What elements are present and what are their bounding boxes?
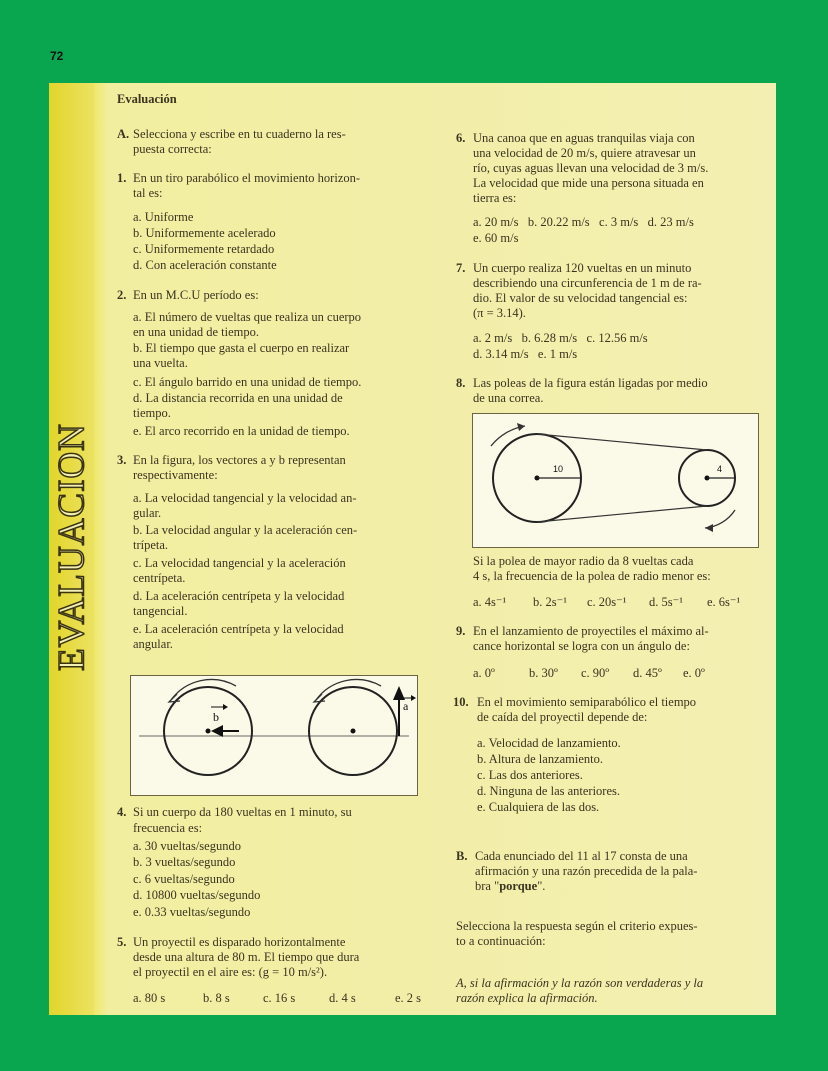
section-a-line: Selecciona y escribe en tu cuaderno la res- — [133, 127, 346, 141]
q3-option: tangencial. — [133, 604, 188, 618]
q2-option: b. El tiempo que gasta el cuerpo en realizar — [133, 341, 350, 355]
q3-number: 3. — [117, 453, 127, 467]
vector-b-label: b — [213, 710, 219, 724]
q5-option: d. 4 s — [329, 991, 356, 1005]
q1-line: tal es: — [133, 186, 163, 200]
q6-options: a. 20 m/s b. 20.22 m/s c. 3 m/s d. 23 m/s — [473, 215, 694, 229]
q2-option: e. El arco recorrido en la unidad de tiempo. — [133, 424, 350, 438]
vectors-figure — [130, 675, 418, 796]
q7-line: dio. El valor de su velocidad tangencial es: — [473, 291, 688, 305]
q1-line: En un tiro parabólico el movimiento horizon- — [133, 171, 361, 185]
q2-option: tiempo. — [133, 406, 171, 420]
section-b-line: afirmación y una razón precedida de la pala- — [475, 864, 698, 878]
q3-option: c. La velocidad tangencial y la aceleración — [133, 556, 346, 570]
q8-option: c. 20s⁻¹ — [587, 595, 627, 609]
q5-option: a. 80 s — [133, 991, 166, 1005]
section-heading: Evaluación — [117, 92, 177, 106]
q3-option: gular. — [133, 506, 162, 520]
q6-line: río, cuyas aguas llevan una velocidad de 3 m/s. — [473, 161, 709, 175]
q2-option: en una unidad de tiempo. — [133, 325, 260, 339]
big-pulley-radius: 10 — [553, 464, 564, 474]
q4-line: frecuencia es: — [133, 821, 203, 835]
q5-number: 5. — [117, 935, 127, 949]
q8-option: a. 4s⁻¹ — [473, 595, 507, 609]
q2-option: c. El ángulo barrido en una unidad de tiempo. — [133, 375, 362, 389]
q3-option: trípeta. — [133, 538, 169, 552]
q2-option: una vuelta. — [133, 356, 188, 370]
q10-option: c. Las dos anteriores. — [477, 768, 583, 782]
q5-line: desde una altura de 80 m. El tiempo que dura — [133, 950, 360, 964]
q1-option: c. Uniformemente retardado — [133, 242, 275, 256]
q8-option: b. 2s⁻¹ — [533, 595, 567, 609]
q5-option: e. 2 s — [395, 991, 422, 1005]
q8-line: Las poleas de la figura están ligadas por medio — [473, 376, 708, 390]
section-a-letter: A. — [117, 127, 130, 141]
section-b-line: Cada enunciado del 11 al 17 consta de una — [475, 849, 688, 863]
q1-option: b. Uniformemente acelerado — [133, 226, 276, 240]
q3-option: angular. — [133, 637, 173, 651]
q5-option: c. 16 s — [263, 991, 296, 1005]
porque-word: porque — [499, 879, 538, 893]
q6-options: e. 60 m/s — [473, 231, 519, 245]
criterion-line: Selecciona la respuesta según el criterio expues- — [456, 919, 698, 933]
q9-option: d. 45º — [633, 666, 662, 680]
q7-number: 7. — [456, 261, 466, 275]
q6-line: tierra es: — [473, 191, 517, 205]
page-number: 72 — [50, 49, 64, 63]
q6-line: una velocidad de 20 m/s, quiere atravesar un — [473, 146, 696, 160]
q2-option: a. El número de vueltas que realiza un cuerpo — [133, 310, 362, 324]
q7-options: d. 3.14 m/s e. 1 m/s — [473, 347, 578, 361]
q4-option: e. 0.33 vueltas/segundo — [133, 905, 251, 919]
q8-number: 8. — [456, 376, 466, 390]
q8-option: e. 6s⁻¹ — [707, 595, 741, 609]
q8-line: Si la polea de mayor radio da 8 vueltas cada — [473, 554, 694, 568]
q7-options: a. 2 m/s b. 6.28 m/s c. 12.56 m/s — [473, 331, 648, 345]
side-title: EVALUACION — [51, 423, 93, 671]
q4-option: a. 30 vueltas/segundo — [133, 839, 241, 853]
q9-option: e. 0º — [683, 666, 705, 680]
q5-line: el proyectil en el aire es: (g = 10 m/s²). — [133, 965, 328, 979]
q10-option: e. Cualquiera de las dos. — [477, 800, 600, 814]
q2-number: 2. — [117, 288, 127, 302]
q3-option: b. La velocidad angular y la aceleración cen- — [133, 523, 358, 537]
q7-line: Un cuerpo realiza 120 vueltas en un minuto — [473, 261, 692, 275]
q10-line: En el movimiento semiparabólico el tiempo — [477, 695, 697, 709]
q3-option: a. La velocidad tangencial y la velocidad an- — [133, 491, 357, 505]
q9-line: cance horizontal se logra con un ángulo de: — [473, 639, 690, 653]
q4-option: c. 6 vueltas/segundo — [133, 872, 235, 886]
section-b-line: bra "porque". — [475, 879, 546, 893]
q2-line: En un M.C.U período es: — [133, 288, 259, 302]
q8-line: de una correa. — [473, 391, 544, 405]
q9-option: c. 90º — [581, 666, 610, 680]
q10-line: de caída del proyectil depende de: — [477, 710, 648, 724]
q9-number: 9. — [456, 624, 466, 638]
q10-option: d. Ninguna de las anteriores. — [477, 784, 621, 798]
q4-line: Si un cuerpo da 180 vueltas en 1 minuto, su — [133, 805, 352, 819]
q1-number: 1. — [117, 171, 127, 185]
q5-line: Un proyectil es disparado horizontalmente — [133, 935, 346, 949]
criterion-line: to a continuación: — [456, 934, 546, 948]
q1-option: a. Uniforme — [133, 210, 194, 224]
q3-line: respectivamente: — [133, 468, 218, 482]
q4-option: b. 3 vueltas/segundo — [133, 855, 236, 869]
evaluation-page — [49, 83, 776, 1015]
q6-number: 6. — [456, 131, 466, 145]
q6-line: La velocidad que mide una persona situada en — [473, 176, 704, 190]
q4-number: 4. — [117, 805, 127, 819]
q9-line: En el lanzamiento de proyectiles el máximo al- — [473, 624, 709, 638]
q4-option: d. 10800 vueltas/segundo — [133, 888, 261, 902]
q6-line: Una canoa que en aguas tranquilas viaja con — [473, 131, 695, 145]
pulleys-figure — [472, 413, 759, 548]
section-a-line: puesta correcta: — [133, 142, 212, 156]
q10-option: b. Altura de lanzamiento. — [477, 752, 604, 766]
q5-option: b. 8 s — [203, 991, 230, 1005]
q1-option: d. Con aceleración constante — [133, 258, 277, 272]
q9-option: a. 0º — [473, 666, 495, 680]
q2-option: d. La distancia recorrida en una unidad de — [133, 391, 343, 405]
q3-option: d. La aceleración centrípeta y la velocidad — [133, 589, 345, 603]
q10-number: 10. — [453, 695, 469, 709]
italic-line: razón explica la afirmación. — [456, 991, 598, 1005]
q7-line: describiendo una circunferencia de 1 m de ra- — [473, 276, 702, 290]
q3-option: e. La aceleración centrípeta y la velocidad — [133, 622, 344, 636]
q8-option: d. 5s⁻¹ — [649, 595, 683, 609]
q3-line: En la figura, los vectores a y b representan — [133, 453, 346, 467]
q7-line: (π = 3.14). — [473, 306, 526, 320]
small-pulley-radius: 4 — [717, 464, 723, 474]
q8-line: 4 s, la frecuencia de la polea de radio menor es: — [473, 569, 711, 583]
q9-option: b. 30º — [529, 666, 558, 680]
q10-option: a. Velocidad de lanzamiento. — [477, 736, 621, 750]
vector-a-label: a — [403, 699, 409, 713]
italic-line: A, si la afirmación y la razón son verdaderas y la — [456, 976, 704, 990]
q3-option: centrípeta. — [133, 571, 186, 585]
section-b-letter: B. — [456, 849, 468, 863]
